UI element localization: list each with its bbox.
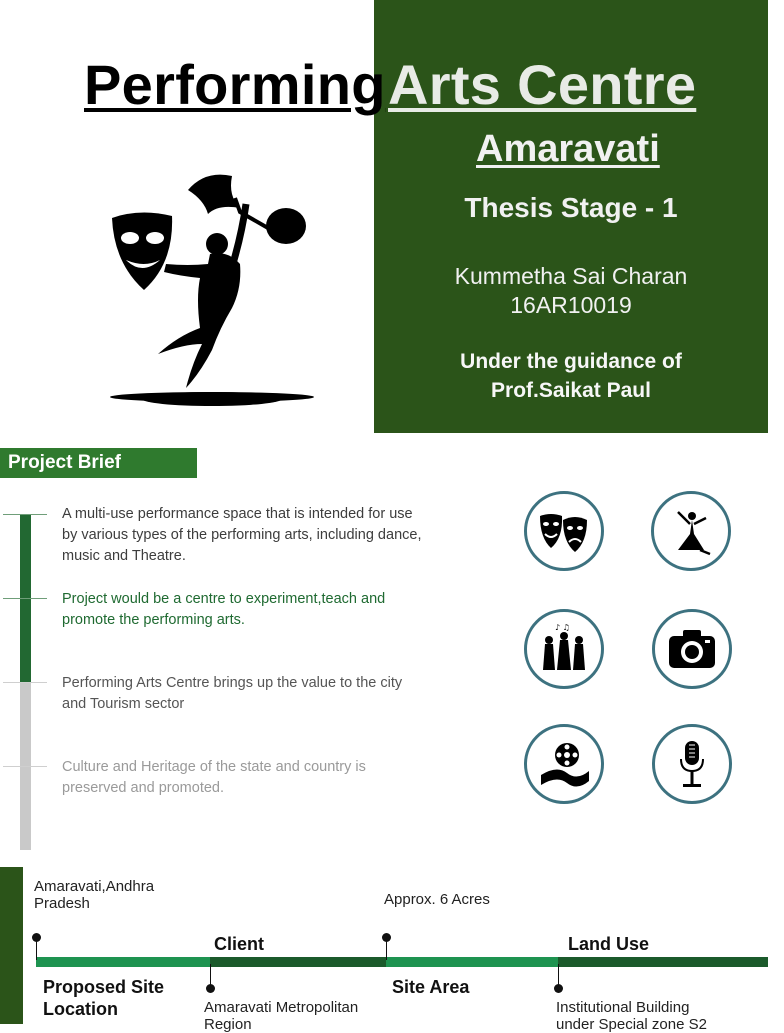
film-reel-icon (524, 724, 604, 804)
brief-point: Culture and Heritage of the state and country is preserved and promoted. (62, 759, 366, 796)
title-part-performing: Performing (84, 53, 386, 116)
site-area-label: Site Area (392, 977, 470, 997)
site-location-value: Amaravati,Andhra Pradesh (34, 878, 155, 912)
thesis-stage: Thesis Stage - 1 (464, 192, 678, 223)
guide-name: Prof.Saikat Paul (491, 379, 651, 402)
roll-number: 16AR10019 (510, 292, 632, 318)
brief-point: Project would be a centre to experiment,teach and promote the performing arts. (62, 591, 386, 628)
guidance-block (374, 347, 768, 405)
timeline-segment (210, 957, 386, 967)
performer-illustration (100, 168, 325, 413)
site-area-value: Approx. 6 Acres (384, 891, 490, 908)
timeline-stem (210, 964, 212, 986)
timeline-stem (386, 940, 388, 960)
title-part-arts-centre: Arts Centre (388, 53, 697, 116)
musicians-icon (524, 609, 604, 689)
page-title (84, 52, 784, 122)
timeline-segment (386, 957, 558, 967)
brief-point: Performing Arts Centre brings up the value to the city and Tourism sector (62, 675, 403, 712)
camera-icon (652, 609, 732, 689)
client-label: Client (214, 934, 265, 954)
svg-text:♪ ♫: ♪ ♫ (555, 623, 570, 632)
client-value: Amaravati Metropolitan Region (204, 999, 359, 1033)
city-heading: Amaravati (476, 128, 660, 170)
timeline-stem (36, 940, 38, 960)
guidance-line: Under the guidance of (460, 350, 682, 373)
brief-tick (3, 598, 47, 599)
timeline-segment (558, 957, 768, 967)
microphone-icon (652, 724, 732, 804)
dancer-icon (651, 491, 731, 571)
author-name: Kummetha Sai Charan (454, 263, 688, 289)
timeline-stem (558, 964, 560, 986)
timeline-segment (36, 957, 210, 967)
project-brief-heading: Project Brief (0, 448, 197, 478)
land-use-value: Institutional Building under Special zone S2 (556, 999, 707, 1033)
author-block (374, 262, 768, 320)
site-location-label: Proposed Site Location (43, 977, 165, 1019)
theatre-masks-icon (524, 491, 604, 571)
timeline-side-bar (0, 867, 23, 1024)
brief-point: A multi-use performance space that is intended for use by various types of the performing arts, including dance, music and Theatre. (62, 506, 422, 564)
brief-tick (3, 514, 47, 515)
brief-tick (3, 682, 47, 683)
land-use-label: Land Use (568, 934, 650, 954)
brief-tick (3, 766, 47, 767)
